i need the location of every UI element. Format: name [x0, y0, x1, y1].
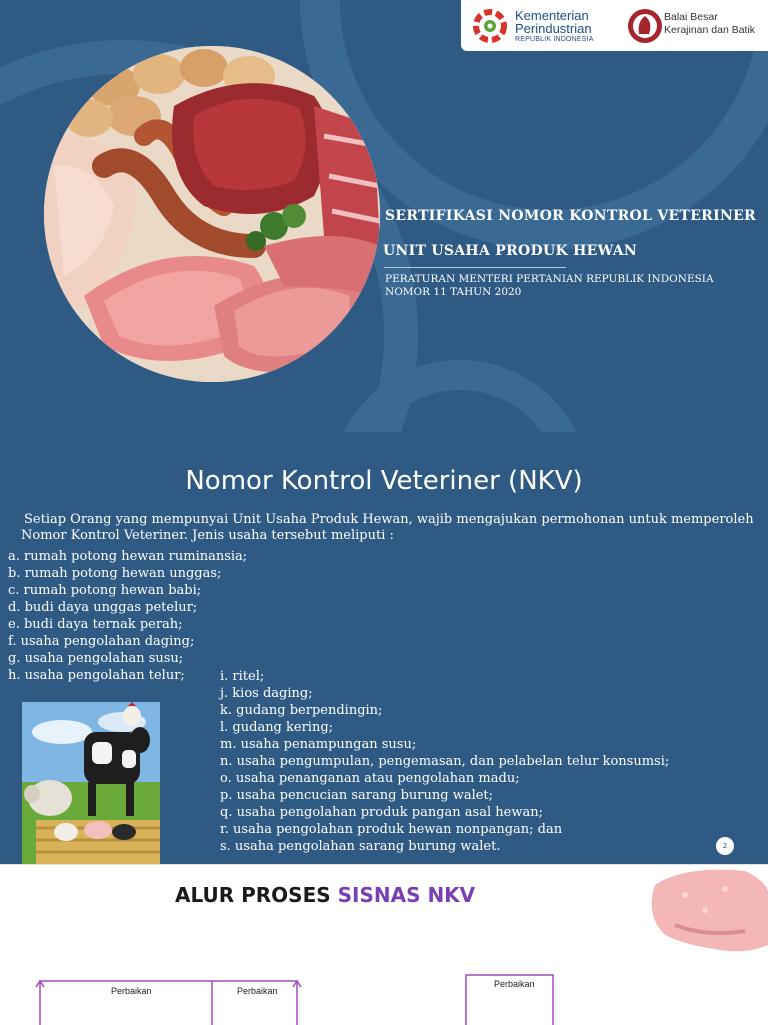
nkv-intro: Setiap Orang yang mempunyai Unit Usaha Produk Hewan, wajib mengajukan permohonan untuk memperoleh Nomor Kontrol Veteriner. Jenis usaha tersebut meliputi :: [21, 512, 754, 543]
list-item: h. usaha pengolahan telur;: [8, 668, 185, 683]
slide-title-line1: SERTIFIKASI NOMOR KONTROL VETERINER: [385, 208, 756, 224]
list-item: k. gudang berpendingin;: [220, 703, 383, 718]
list-item: j. kios daging;: [220, 686, 313, 701]
list-item: m. usaha penampungan susu;: [220, 737, 417, 752]
alur-proses-slide: [0, 864, 768, 1025]
list-item: p. usaha pencucian sarang burung walet;: [220, 788, 494, 803]
list-item: f. usaha pengolahan daging;: [8, 634, 195, 649]
list-item: q. usaha pengolahan produk pangan asal hewan;: [220, 805, 543, 820]
alur-title-part1: ALUR PROSES: [175, 883, 338, 907]
perbaikan-label: Perbaikan: [237, 986, 278, 996]
bbkb-logo-icon: [627, 8, 663, 44]
page-number-badge: 2: [716, 837, 734, 855]
list-item: i. ritel;: [220, 669, 265, 684]
list-item: g. usaha pengolahan susu;: [8, 651, 184, 666]
perbaikan-label: Perbaikan: [111, 986, 152, 996]
list-item: s. usaha pengolahan sarang burung walet.: [220, 839, 501, 854]
list-item: l. gudang kering;: [220, 720, 334, 735]
list-item: r. usaha pengolahan produk hewan nonpangan; dan: [220, 822, 563, 837]
perbaikan-label: Perbaikan: [494, 979, 535, 989]
logos-bar: [461, 0, 768, 51]
kemenperin-line3: REPUBLIK INDONESIA: [515, 36, 594, 43]
kemenperin-line2: Perindustrian: [515, 21, 592, 36]
title-divider: [384, 267, 566, 268]
bbkb-line1: Balai Besar: [664, 11, 718, 23]
list-item: b. rumah potong hewan unggas;: [8, 566, 222, 581]
list-item: c. rumah potong hewan babi;: [8, 583, 202, 598]
bbkb-logo-text: [664, 11, 755, 37]
meat-products-photo: [44, 46, 380, 382]
bbkb-line2: Kerajinan dan Batik: [664, 24, 756, 36]
meat-cut-graphic: [645, 865, 768, 955]
alur-title-part2: SISNAS NKV: [337, 883, 476, 907]
subtitle-line2: NOMOR 11 TAHUN 2020: [385, 286, 522, 298]
kemenperin-logo-text: [515, 9, 594, 43]
alur-title: [175, 883, 475, 907]
meat-products-illustration: [44, 46, 380, 382]
list-item: n. usaha pengumpulan, pengemasan, dan pelabelan telur konsumsi;: [220, 754, 670, 769]
list-item: d. budi daya unggas petelur;: [8, 600, 198, 615]
list-item: e. budi daya ternak perah;: [8, 617, 183, 632]
title-slide: [0, 0, 768, 432]
kemenperin-line1: Kementerian: [515, 8, 589, 23]
business-type-list-left: [8, 548, 247, 684]
slide-title-line2: UNIT USAHA PRODUK HEWAN: [383, 243, 638, 259]
list-item: o. usaha penanganan atau pengolahan madu;: [220, 771, 520, 786]
nkv-slide: [0, 432, 768, 864]
list-item: a. rumah potong hewan ruminansia;: [8, 549, 248, 564]
regulation-subtitle: [385, 273, 714, 299]
subtitle-line1: PERATURAN MENTERI PERTANIAN REPUBLIK INDONESIA: [385, 273, 714, 285]
business-type-list-right: [220, 668, 669, 855]
nkv-title: Nomor Kontrol Veteriner (NKV): [185, 466, 583, 496]
kemenperin-logo-icon: [469, 8, 511, 44]
farm-animals-photo: [22, 702, 160, 864]
